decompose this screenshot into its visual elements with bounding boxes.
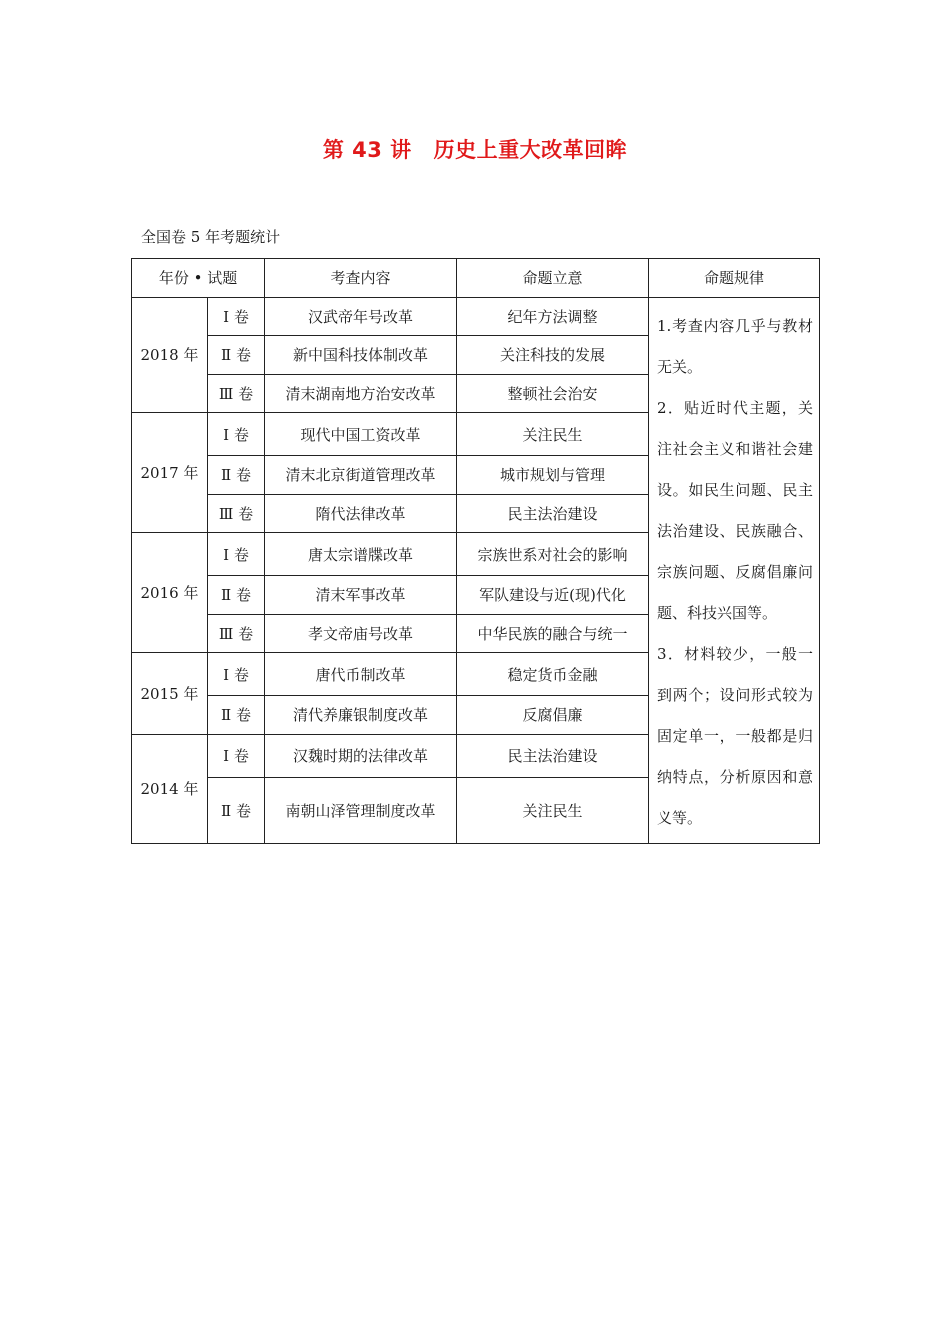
rule-item: 2．贴近时代主题，关注社会主义和谐社会建设。如民生问题、民主法治建设、民族融合、宗族问题、反腐倡廉问题、科技兴国等。 [657, 398, 814, 622]
header-intent: 命题立意 [457, 259, 649, 298]
content-cell: 清末北京街道管理改革 [265, 456, 457, 495]
content-cell: 清末湖南地方治安改革 [265, 374, 457, 413]
table-header-row [132, 259, 820, 298]
header-year-paper: 年份 • 试题 [132, 259, 265, 298]
content-cell: 唐代币制改革 [265, 653, 457, 696]
intent-cell: 关注民生 [457, 777, 649, 843]
paper-cell: Ⅰ 卷 [208, 297, 265, 336]
lecture-number: 第 43 讲 [322, 138, 412, 162]
content-cell: 南朝山泽管理制度改革 [265, 777, 457, 843]
year-cell: 2015 年 [132, 653, 208, 735]
intent-cell: 军队建设与近(现)代化 [457, 576, 649, 615]
paper-cell: Ⅱ 卷 [208, 777, 265, 843]
content-cell: 唐太宗谱牒改革 [265, 533, 457, 576]
exam-statistics-table [131, 258, 820, 844]
paper-cell: Ⅱ 卷 [208, 696, 265, 735]
paper-cell: Ⅰ 卷 [208, 734, 265, 777]
content-cell: 隋代法律改革 [265, 494, 457, 533]
rule-item: 1.考查内容几乎与教材无关。 [657, 316, 814, 376]
rules-cell [649, 297, 820, 843]
table-caption: 全国卷 5 年考题统计 [141, 228, 281, 246]
intent-cell: 整顿社会治安 [457, 374, 649, 413]
paper-cell: Ⅱ 卷 [208, 576, 265, 615]
intent-cell: 关注民生 [457, 413, 649, 456]
intent-cell: 宗族世系对社会的影响 [457, 533, 649, 576]
intent-cell: 民主法治建设 [457, 734, 649, 777]
intent-cell: 关注科技的发展 [457, 336, 649, 375]
page-title [0, 134, 950, 164]
paper-cell: Ⅲ 卷 [208, 614, 265, 653]
year-cell: 2018 年 [132, 297, 208, 413]
paper-cell: Ⅰ 卷 [208, 653, 265, 696]
intent-cell: 反腐倡廉 [457, 696, 649, 735]
paper-cell: Ⅰ 卷 [208, 413, 265, 456]
header-content: 考查内容 [265, 259, 457, 298]
year-cell: 2014 年 [132, 734, 208, 843]
intent-cell: 纪年方法调整 [457, 297, 649, 336]
content-cell: 清末军事改革 [265, 576, 457, 615]
rule-item: 3．材料较少，一般一到两个；设问形式较为固定单一，一般都是归纳特点，分析原因和意义等。 [657, 644, 814, 827]
year-cell: 2017 年 [132, 413, 208, 533]
year-cell: 2016 年 [132, 533, 208, 653]
paper-cell: Ⅰ 卷 [208, 533, 265, 576]
content-cell: 清代养廉银制度改革 [265, 696, 457, 735]
intent-cell: 稳定货币金融 [457, 653, 649, 696]
paper-cell: Ⅱ 卷 [208, 336, 265, 375]
paper-cell: Ⅱ 卷 [208, 456, 265, 495]
intent-cell: 中华民族的融合与统一 [457, 614, 649, 653]
content-cell: 孝文帝庙号改革 [265, 614, 457, 653]
content-cell: 新中国科技体制改革 [265, 336, 457, 375]
intent-cell: 民主法治建设 [457, 494, 649, 533]
header-rules: 命题规律 [649, 259, 820, 298]
table-row [132, 297, 820, 336]
lecture-topic: 历史上重大改革回眸 [433, 138, 628, 162]
content-cell: 现代中国工资改革 [265, 413, 457, 456]
paper-cell: Ⅲ 卷 [208, 494, 265, 533]
content-cell: 汉武帝年号改革 [265, 297, 457, 336]
paper-cell: Ⅲ 卷 [208, 374, 265, 413]
content-cell: 汉魏时期的法律改革 [265, 734, 457, 777]
intent-cell: 城市规划与管理 [457, 456, 649, 495]
